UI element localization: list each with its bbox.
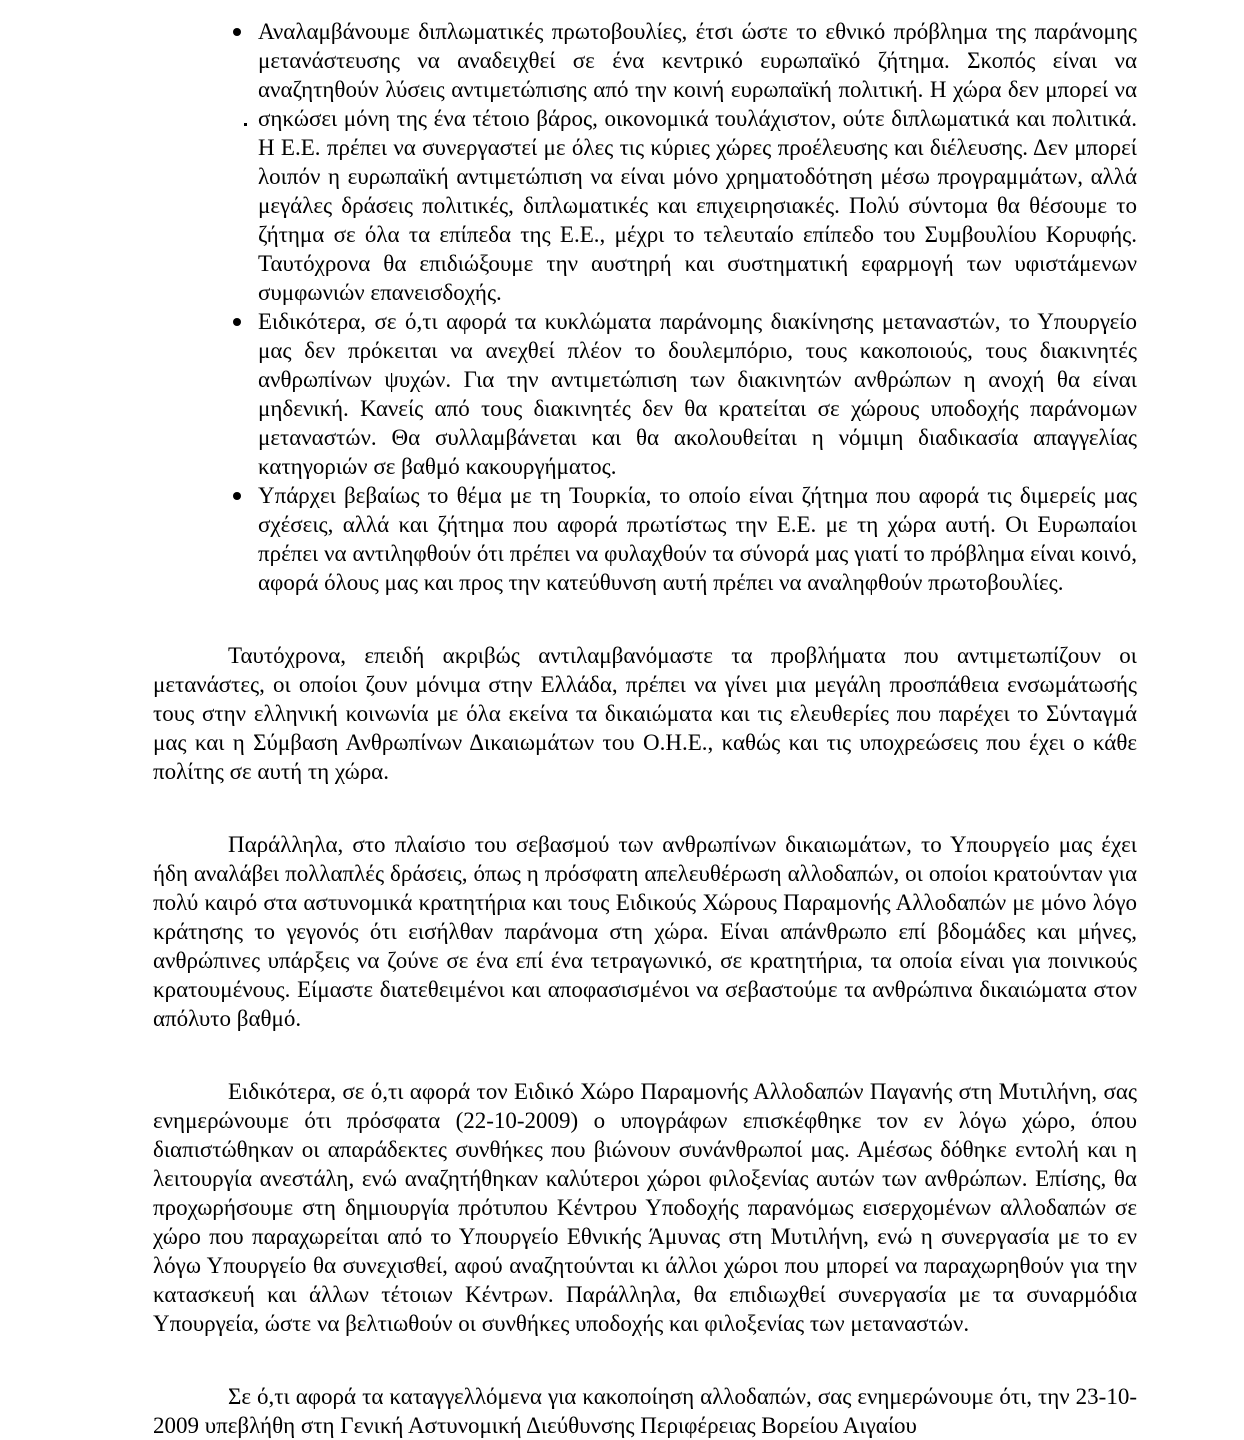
paragraph-integration: Ταυτόχρονα, επειδή ακριβώς αντιλαμβανόμαστε τα προβλήματα που αντιμετωπίζουν οι μετανάστες, οι οποίοι ζουν μόνιμα στην Ελλάδα, πρέπει να γίνει μια μεγάλη προσπάθεια ενσωμάτωσής τους στην ελληνική κοινωνία με όλα εκείνα τα δικαιώματα και τις ελευθερίες που παρέχει το Σύνταγμά μας και η Σύμβαση Ανθρωπίνων Δικαιωμάτων του Ο.Η.Ε., καθώς και τις υποχρεώσεις που έχει ο κάθε πολίτης σε αυτή τη χώρα. (153, 643, 1137, 784)
paragraph-pagani-facility: Ειδικότερα, σε ό,τι αφορά τον Ειδικό Χώρο Παραμονής Αλλοδαπών Παγανής στη Μυτιλήνη, σας ενημερώνουμε ότι πρόσφατα (22-10-2009) ο υπογράφων επισκέφθηκε τον εν λόγω χώρο, όπου διαπιστώθηκαν οι απαράδεκτες συνθήκες που βιώνουν συνάνθρωποί μας. Αμέσως δόθηκε εντολή και η λειτουργία ανεστάλη, ενώ αναζητήθηκαν καλύτεροι χώροι φιλοξενίας αυτών των ανθρώπων. Επίσης, θα προχωρήσουμε στη δημιουργία πρότυπου Κέντρου Υποδοχής παρανόμως εισερχομένων αλλοδαπών σε χώρο που παραχωρείται από το Υπουργείο Εθνικής Άμυνας στη Μυτιλήνη, ενώ η συνεργασία με το εν λόγω Υπουργείο θα συνεχισθεί, αφού αναζητούνται κι άλλοι χώροι που μπορεί να παραχωρηθούν για την κατασκευή και άλλων τέτοιων Κέντρων. Παράλληλα, θα επιδιωχθεί συνεργασία με τα συναρμόδια Υπουργεία, ώστε να βελτιωθούν οι συνθήκες υποδοχής και φιλοξενίας των μεταναστών. (153, 1079, 1137, 1336)
bullet-icon (233, 492, 241, 500)
bullet-icon (233, 28, 241, 36)
paragraph-abuse-complaints: Σε ό,τι αφορά τα καταγγελλόμενα για κακοποίηση αλλοδαπών, σας ενημερώνουμε ότι, την 23-10-2009 υπεβλήθη στη Γενική Αστυνομική Διεύθυνσης Περιφέρειας Βορείου Αιγαίου (153, 1384, 1137, 1438)
bullet-text: Υπάρχει βεβαίως το θέμα με τη Τουρκία, το οποίο είναι ζήτημα που αφορά τις διμερείς μας σχέσεις, αλλά και ζήτημα που αφορά πρωτίστως την Ε.Ε. με τη χώρα αυτή. Οι Ευρωπαίοι πρέπει να αντιληφθούν ότι πρέπει να φυλαχθούν τα σύνορά μας γιατί το πρόβλημα είναι κοινό, αφορά όλους μας και προς την κατεύθυνση αυτή πρέπει να αναληφθούν πρωτοβουλίες. (258, 483, 1137, 595)
paragraph-human-rights: Παράλληλα, στο πλαίσιο του σεβασμού των ανθρωπίνων δικαιωμάτων, το Υπουργείο μας έχει ήδη αναλάβει πολλαπλές δράσεις, όπως η πρόσφατη απελευθέρωση αλλοδαπών, οι οποίοι κρατούνταν για πολύ καιρό στα αστυνομικά κρατητήρια και τους Ειδικούς Χώρους Παραμονής Αλλοδαπών με μόνο λόγο κράτησης το γεγονός ότι εισήλθαν παράνομα στη χώρα. Είναι απάνθρωπο επί βδομάδες και μήνες, ανθρώπινες υπάρξεις να ζούνε σε ένα επί ένα τετραγωνικό, σε κρατητήρια, τα οποία είναι για ποινικούς κρατουμένους. Είμαστε διατεθειμένοι και αποφασισμένοι να σεβαστούμε τα ανθρώπινα δικαιώματα στον απόλυτο βαθμό. (153, 832, 1137, 1031)
bullet-icon (233, 318, 241, 326)
bullet-list (153, 17, 1137, 597)
bullet-item-trafficking-networks (258, 307, 1137, 481)
bullet-item-turkey-issue (258, 481, 1137, 597)
bullet-text: Αναλαμβάνουμε διπλωματικές πρωτοβουλίες, έτσι ώστε το εθνικό πρόβλημα της παράνομης μετανάστευσης να αναδειχθεί σε ένα κεντρικό ευρωπαϊκό ζήτημα. Σκοπός είναι να αναζητηθούν λύσεις αντιμετώπισης από την κοινή ευρωπαϊκή πολιτική. Η χώρα δεν μπορεί να σηκώσει μόνη της ένα τέτοιο βάρος, οικονομικά τουλάχιστον, ούτε διπλωματικά και πολιτικά. Η Ε.Ε. πρέπει να συνεργαστεί με όλες τις κύριες χώρες προέλευσης και διέλευσης. Δεν μπορεί λοιπόν η ευρωπαϊκή αντιμετώπιση να είναι μόνο χρηματοδότηση μέσω προγραμμάτων, αλλά μεγάλες δράσεις πολιτικές, διπλωματικές και επιχειρησιακές. Πολύ σύντομα θα θέσουμε το ζήτημα σε όλα τα επίπεδα της Ε.Ε., μέχρι το τελευταίο επίπεδο του Συμβουλίου Κορυφής. Ταυτόχρονα θα επιδιώξουμε την αυστηρή και συστηματική εφαρμογή των υφιστάμενων συμφωνιών επανεισδοχής. (258, 19, 1137, 305)
document-page (153, 17, 1137, 1440)
bullet-item-diplomatic-initiatives (258, 17, 1137, 307)
bullet-text: Ειδικότερα, σε ό,τι αφορά τα κυκλώματα παράνομης διακίνησης μεταναστών, το Υπουργείο μας δεν πρόκειται να ανεχθεί πλέον το δουλεμπόριο, τους κακοποιούς, τους διακινητές ανθρωπίνων ψυχών. Για την αντιμετώπιση των διακινητών ανθρώπων η ανοχή θα είναι μηδενική. Κανείς από τους διακινητές δεν θα κρατείται σε χώρους υποδοχής παράνομων μεταναστών. Θα συλλαμβάνεται και θα ακολουθείται η νόμιμη διαδικασία απαγγελίας κατηγοριών σε βαθμό κακουργήματος. (258, 309, 1137, 479)
